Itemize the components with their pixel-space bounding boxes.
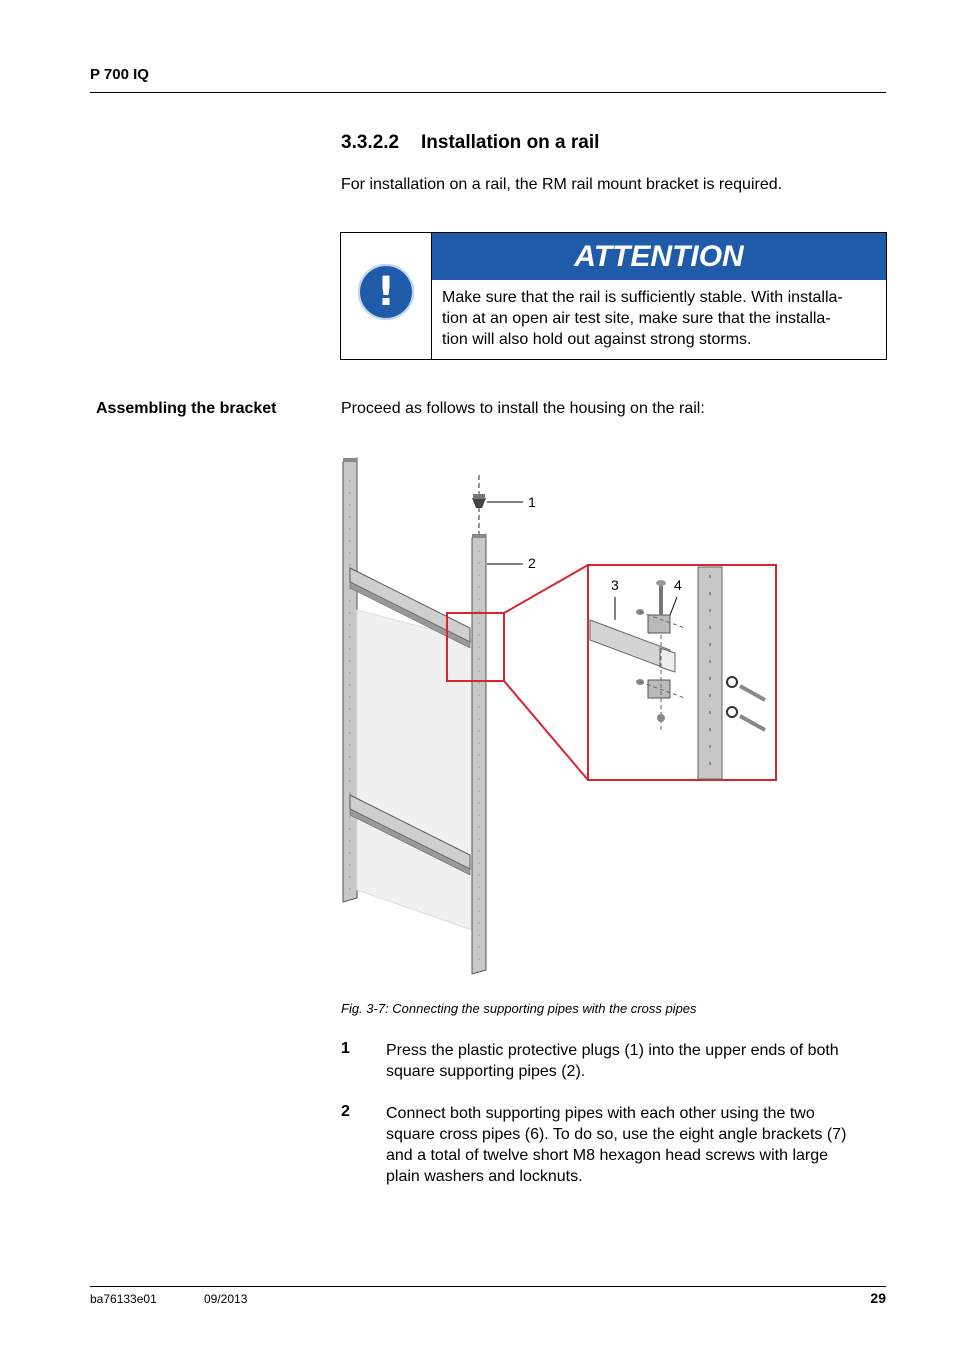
step-text (386, 1103, 886, 1187)
step-line: Connect both supporting pipes with each other using the two (386, 1105, 815, 1122)
callout-label: 3 (611, 577, 619, 593)
footer-rule (90, 1286, 886, 1287)
attention-line: Make sure that the rail is sufficiently stable. With installa- (442, 289, 843, 306)
attention-icon-cell (341, 233, 432, 359)
attention-heading: ATTENTION (432, 233, 886, 280)
step-line: Press the plastic protective plugs (1) into the upper ends of both (386, 1042, 839, 1059)
step-number: 2 (341, 1103, 350, 1120)
footer-doc-id: ba76133e01 (90, 1292, 157, 1306)
callout-label: 1 (528, 494, 536, 510)
attention-line: tion at an open air test site, make sure that the installa- (442, 310, 831, 327)
section-heading (341, 132, 599, 154)
callout-label: 2 (528, 555, 536, 571)
figure-caption: Fig. 3-7: Connecting the supporting pipes with the cross pipes (341, 1001, 697, 1016)
footer-date: 09/2013 (204, 1292, 248, 1306)
step-line: square cross pipes (6). To do so, use the eight angle brackets (7) (386, 1126, 847, 1143)
section-number: 3.3.2.2 (341, 132, 400, 153)
rail-assembly-drawing (330, 450, 790, 980)
side-label-assembling: Assembling the bracket (96, 400, 277, 417)
header-rule (90, 92, 886, 93)
installation-figure (330, 450, 790, 980)
step-line: square supporting pipes (2). (386, 1063, 586, 1080)
step-number: 1 (341, 1040, 350, 1057)
attention-line: tion will also hold out against strong storms. (442, 331, 752, 348)
intro-text: For installation on a rail, the RM rail mount bracket is required. (341, 176, 783, 193)
page-number: 29 (870, 1290, 886, 1306)
procedure-intro: Proceed as follows to install the housing on the rail: (341, 400, 705, 417)
step-line: plain washers and locknuts. (386, 1168, 583, 1185)
attention-text (442, 287, 880, 350)
header-title: P 700 IQ (90, 66, 149, 83)
step-text (386, 1040, 886, 1082)
section-title: Installation on a rail (421, 132, 600, 153)
callout-label: 4 (674, 577, 682, 593)
exclamation-circle-icon: ! (358, 264, 414, 320)
attention-box (340, 232, 887, 360)
step-line: and a total of twelve short M8 hexagon head screws with large (386, 1147, 829, 1164)
